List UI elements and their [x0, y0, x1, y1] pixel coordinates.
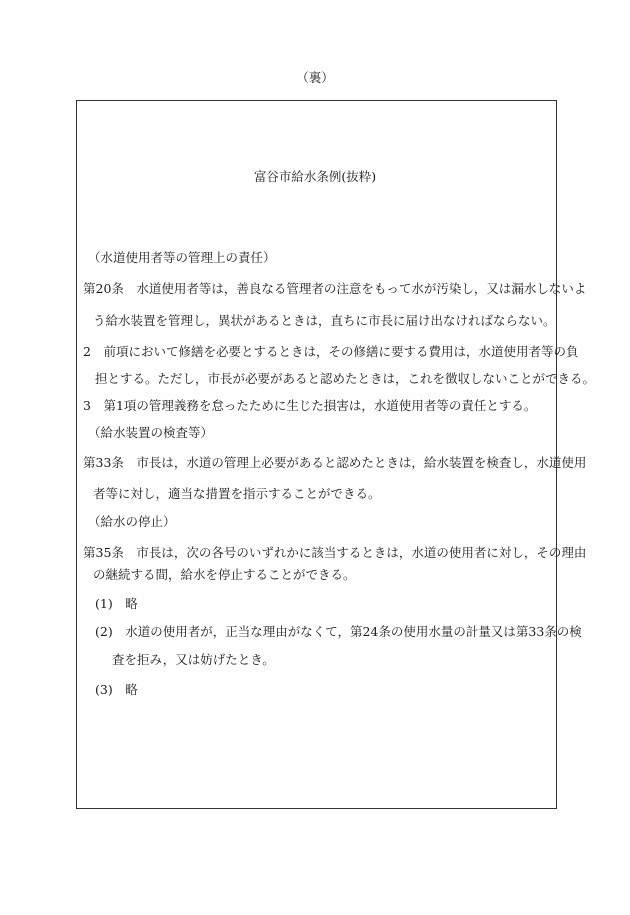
article-20-text: 第20条 水道使用者等は，善良なる管理者の注意をもって水が汚染し，又は漏水しないよ	[83, 281, 587, 296]
article-33-text: 第33条 市長は，水道の管理上必要があると認めたときは，給水装置を検査し，水道使用	[83, 455, 587, 470]
article-35-item-1: (1) 略	[95, 596, 138, 611]
article-33-text-cont: 者等に対し，適当な措置を指示することができる。	[93, 486, 381, 501]
section-heading: （水道使用者等の管理上の責任）	[88, 250, 276, 265]
article-20-para-2-cont: 担とする。ただし，市長が必要があると認めたときは，これを徴収しないことができる。	[95, 371, 596, 386]
article-35-text-cont: の継続する間，給水を停止することができる。	[93, 567, 356, 582]
article-35-text: 第35条 市長は，次の各号のいずれかに該当するときは，水道の使用者に対し，その理由	[83, 545, 587, 560]
article-35-item-2: (2) 水道の使用者が，正当な理由がなくて，第24条の使用水量の計量又は第33条の検	[95, 624, 582, 639]
article-35-item-2-cont: 査を拒み，又は妨げたとき。	[112, 652, 275, 667]
document-title: 富谷市給水条例(抜粋)	[253, 169, 377, 184]
section-heading: （給水の停止）	[88, 514, 176, 529]
article-20-para-2: 2 前項において修繕を必要とするときは，その修繕に要する費用は，水道使用者等の負	[83, 344, 579, 359]
article-20-text-cont: う給水装置を管理し，異状があるときは，直ちに市長に届け出なければならない。	[93, 313, 556, 328]
article-35-item-3: (3) 略	[95, 682, 138, 697]
section-heading: （給水装置の検査等）	[88, 425, 214, 440]
article-20-para-3: 3 第1項の管理義務を怠ったために生じた損害は，水道使用者等の責任とする。	[83, 398, 537, 413]
page-side-label: （裏）	[296, 70, 334, 85]
